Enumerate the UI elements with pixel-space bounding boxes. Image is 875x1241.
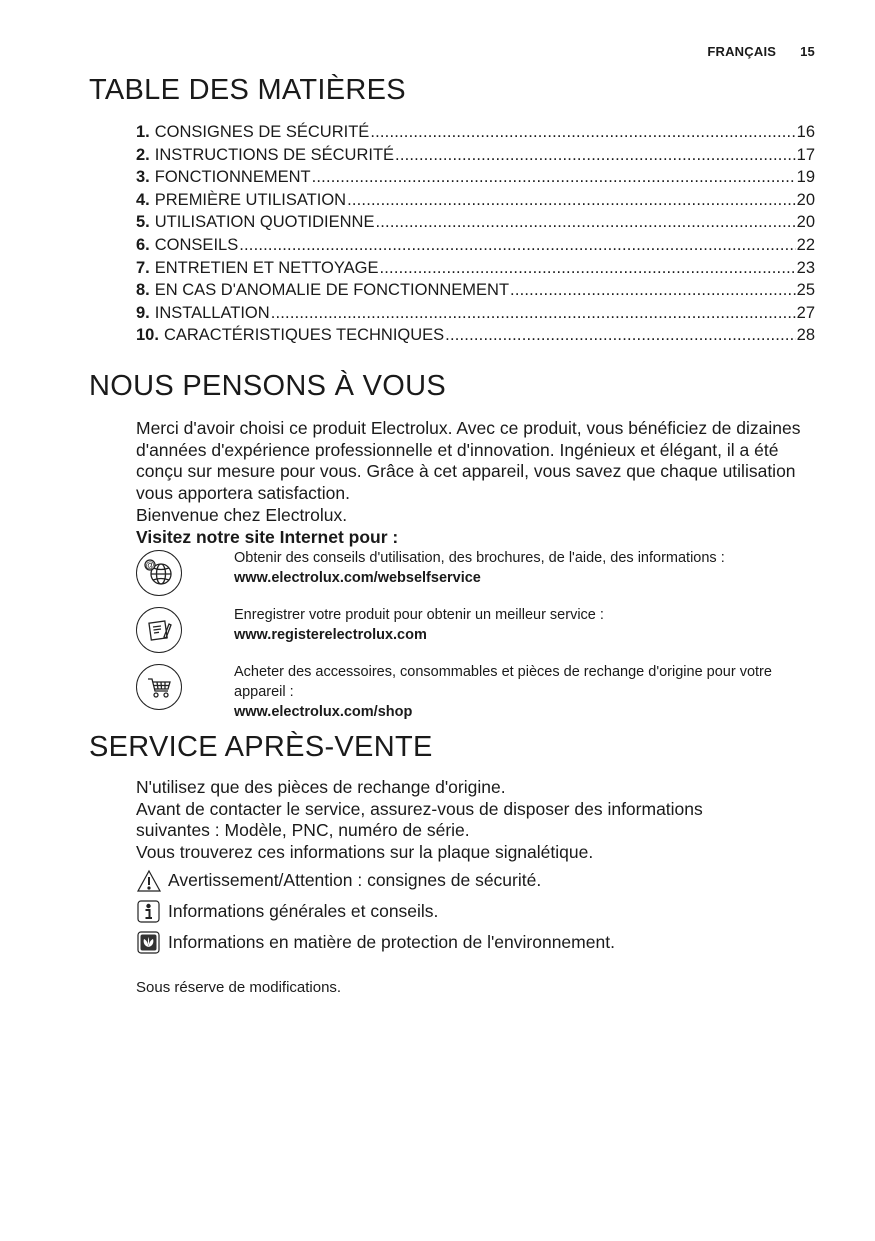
toc-leader-dots xyxy=(312,166,796,189)
toc-leader-dots xyxy=(375,211,795,234)
toc-entry[interactable] xyxy=(136,324,815,347)
service-line: N'utilisez que des pièces de rechange d'origine. xyxy=(136,777,506,797)
toc-entry-label: EN CAS D'ANOMALIE DE FONCTIONNEMENT xyxy=(154,281,510,300)
link-description xyxy=(234,605,816,645)
toc-entry-number: 1. xyxy=(136,123,150,141)
section-title-service: SERVICE APRÈS-VENTE xyxy=(89,731,433,763)
web-globe-icon xyxy=(136,550,182,596)
link-text: Enregistrer votre produit pour obtenir un meilleur service : xyxy=(234,607,604,623)
toc-entry[interactable] xyxy=(136,211,815,234)
info-icon xyxy=(136,900,162,924)
legend-text: Informations en matière de protection de l'environnement. xyxy=(168,931,615,952)
link-item xyxy=(136,548,816,605)
toc-entry[interactable] xyxy=(136,234,815,257)
toc-entry-page: 17 xyxy=(796,145,815,164)
webselfservice-link[interactable]: www.electrolux.com/webselfservice xyxy=(234,570,481,586)
toc-entry[interactable] xyxy=(136,144,815,167)
link-description xyxy=(234,548,816,588)
shopping-cart-icon xyxy=(136,664,182,710)
register-document-icon xyxy=(136,607,182,653)
toc-leader-dots xyxy=(347,189,796,212)
toc-entry-label: ENTRETIEN ET NETTOYAGE xyxy=(154,258,379,277)
toc-entry-number: 7. xyxy=(136,258,150,277)
toc-entry-page: 16 xyxy=(796,123,815,141)
section-title-nous-pensons: NOUS PENSONS À VOUS xyxy=(89,370,446,402)
link-description xyxy=(234,662,816,722)
svg-text:@: @ xyxy=(145,560,155,570)
toc-entry[interactable] xyxy=(136,279,815,302)
toc-entry-page: 25 xyxy=(796,281,815,300)
toc-entry[interactable] xyxy=(136,257,815,280)
visit-label: Visitez notre site Internet pour : xyxy=(136,526,399,547)
toc-entry-label: CONSEILS xyxy=(154,235,239,254)
toc-entry-number: 4. xyxy=(136,190,150,209)
service-line: Avant de contacter le service, assurez-vous de disposer des informations suivantes : Modèle, PNC, numéro de série. xyxy=(136,798,703,841)
toc-entry[interactable] xyxy=(136,189,815,212)
link-item xyxy=(136,605,816,662)
link-item xyxy=(136,662,816,738)
toc-entry-number: 10. xyxy=(136,326,159,345)
toc-entry-page: 28 xyxy=(796,326,815,345)
table-of-contents xyxy=(136,121,815,347)
legend-item-warning xyxy=(136,869,816,893)
legend-item-info xyxy=(136,900,816,924)
footer-note: Sous réserve de modifications. xyxy=(136,979,342,996)
toc-entry-page: 23 xyxy=(796,258,815,277)
toc-title: TABLE DES MATIÈRES xyxy=(89,74,406,106)
legend-text: Informations générales et conseils. xyxy=(168,900,439,921)
intro-text xyxy=(136,418,816,548)
toc-entry-number: 3. xyxy=(136,168,150,187)
service-text xyxy=(136,777,816,955)
warning-triangle-icon xyxy=(136,869,162,893)
toc-entry[interactable] xyxy=(136,302,815,325)
toc-entry-page: 22 xyxy=(796,235,815,254)
toc-entry-page: 27 xyxy=(796,303,815,322)
toc-entry-page: 19 xyxy=(796,168,815,187)
toc-entry-label: INSTRUCTIONS DE SÉCURITÉ xyxy=(154,145,395,164)
toc-entry-number: 5. xyxy=(136,213,150,232)
website-links xyxy=(136,548,816,738)
toc-entry-label: CARACTÉRISTIQUES TECHNIQUES xyxy=(163,326,445,345)
toc-leader-dots xyxy=(370,121,795,144)
intro-paragraph: Merci d'avoir choisi ce produit Electrolux. Avec ce produit, vous bénéficiez de dizaines d'années d'expérience professionnelle et d'innovation. Ingénieux et élégant, il a été conçu sur mesure pour vous. Grâce à cet appareil, vous savez que chaque utilisation vous apportera satisfaction. xyxy=(136,418,801,504)
toc-entry-label: UTILISATION QUOTIDIENNE xyxy=(154,213,375,232)
toc-entry-number: 6. xyxy=(136,235,150,254)
toc-leader-dots xyxy=(510,279,796,302)
toc-entry-page: 20 xyxy=(796,190,815,209)
toc-leader-dots xyxy=(445,324,795,347)
shop-link[interactable]: www.electrolux.com/shop xyxy=(234,704,413,720)
environment-leaf-icon xyxy=(136,931,162,955)
welcome-line: Bienvenue chez Electrolux. xyxy=(136,504,348,525)
register-link[interactable]: www.registerelectrolux.com xyxy=(234,627,427,643)
link-text: Acheter des accessoires, consommables et pièces de rechange d'origine pour votre appareil : xyxy=(234,664,772,700)
legend-item-environment xyxy=(136,931,816,955)
toc-entry[interactable] xyxy=(136,121,815,144)
toc-entry[interactable] xyxy=(136,166,815,189)
header-page-number: 15 xyxy=(800,44,815,59)
toc-leader-dots xyxy=(379,257,795,280)
toc-entry-page: 20 xyxy=(796,213,815,232)
toc-leader-dots xyxy=(395,144,796,167)
header-language: FRANÇAIS xyxy=(707,44,777,59)
page-header xyxy=(707,44,815,59)
toc-entry-number: 8. xyxy=(136,281,150,300)
legend-text: Avertissement/Attention : consignes de sécurité. xyxy=(168,869,542,890)
link-text: Obtenir des conseils d'utilisation, des brochures, de l'aide, des informations : xyxy=(234,550,725,566)
toc-leader-dots xyxy=(239,234,795,257)
toc-leader-dots xyxy=(271,302,796,325)
toc-entry-number: 2. xyxy=(136,145,150,164)
toc-entry-label: PREMIÈRE UTILISATION xyxy=(154,190,347,209)
toc-entry-label: INSTALLATION xyxy=(154,303,270,322)
toc-entry-label: FONCTIONNEMENT xyxy=(154,168,311,187)
toc-entry-number: 9. xyxy=(136,303,150,322)
service-line: Vous trouverez ces informations sur la plaque signalétique. xyxy=(136,842,594,863)
toc-entry-label: CONSIGNES DE SÉCURITÉ xyxy=(154,123,370,141)
